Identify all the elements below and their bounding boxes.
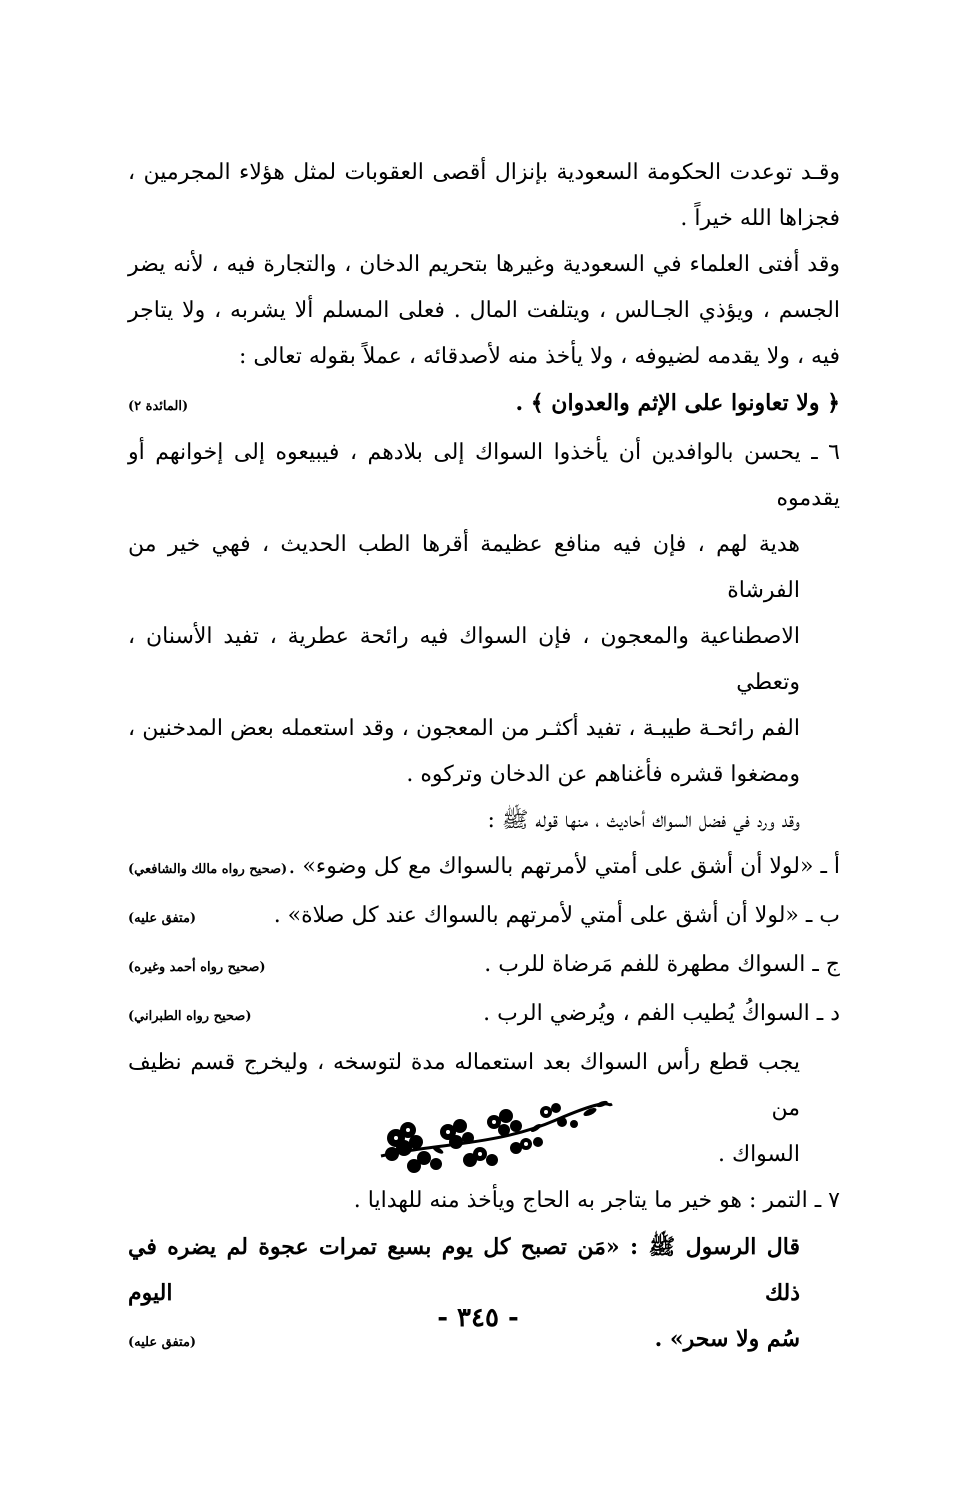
hadith-c-source: (صحيح رواه أحمد وغيره) xyxy=(128,960,266,975)
hadith-b-source: (متفق عليه) xyxy=(128,911,197,926)
text-line: قال الرسول ﷺ : «مَن تصبح كل يوم بسبع تمرات عجوة لم يضره في ذلك اليوم xyxy=(128,1234,800,1306)
text-line: يجب قطع رأس السواك بعد استعماله مدة لتوسخه ، وليخرج قسم نظيف من xyxy=(128,1050,800,1121)
hadith-date-end: سُم ولا سحر» . xyxy=(654,1326,800,1352)
hadith-a: أ ـ «لولا أن أشق على أمتي لأمرتهم بالسواك مع كل وضوء» . xyxy=(288,854,840,879)
hadith-a-row xyxy=(128,844,840,893)
text-line: فجزاها الله خيراً . xyxy=(680,206,840,231)
text-line: ٦ ـ يحسن بالوافدين أن يأخذوا السواك إلى بلادهم ، فيبيعوه إلى إخوانهم أو يقدموه xyxy=(128,440,840,511)
text-line: هدية لهم ، فإن فيه منافع عظيمة أقرها الطب الحديث ، فهي خير من الفرشاة xyxy=(128,532,800,603)
text-line: وقد ورد في فضل السواك أحاديث ، منها قوله ﷺ : xyxy=(487,808,800,833)
hadith-date-source: (متفق عليه) xyxy=(128,1335,197,1350)
hadith-b-row xyxy=(128,893,840,942)
floral-vine-ornament-icon xyxy=(376,1098,616,1184)
text-line: فيه ، ولا يقدمه لضيوفه ، ولا يأخذ منه لأصدقائه ، عملاً بقوله تعالى : xyxy=(238,344,840,369)
text-line: وقـد توعدت الحكومة السعودية بإنزال أقصى العقوبات لمثل هؤلاء المجرمين ، xyxy=(128,160,840,185)
hadith-a-source: (صحيح رواه مالك والشافعي) xyxy=(128,862,288,877)
page-number: - ٣٤٥ - xyxy=(437,1303,519,1333)
quran-verse-row xyxy=(128,380,840,430)
text-line: ومضغوا قشره فأغناهم عن الدخان وتركوه . xyxy=(406,762,800,787)
text-line: ٧ ـ التمر : هو خير ما يتاجر به الحاج ويأخذ منه للهدايا . xyxy=(353,1188,840,1213)
quran-verse: ﴿ ولا تعاونوا على الإثم والعدوان ﴾ . xyxy=(515,390,840,416)
text-line: وقد أفتى العلماء في السعودية وغيرها بتحريم الدخان ، والتجارة فيه ، لأنه يضر xyxy=(128,252,840,277)
text-line: الاصطناعية والمعجون ، فإن السواك فيه رائحة عطرية ، تفيد الأسنان ، وتعطي xyxy=(128,624,800,695)
hadith-c: ج ـ السواك مطهرة للفم مَرضاة للرب . xyxy=(484,952,840,977)
text-line: الفم رائحـة طيبـة ، تفيد أكثـر من المعجون ، وقد استعمله بعض المدخنين ، xyxy=(128,716,801,741)
hadith-d-source: (صحيح رواه الطبراني) xyxy=(128,1009,252,1024)
verse-source: (المائدة ٢) xyxy=(128,399,189,414)
hadith-d-row xyxy=(128,991,840,1040)
hadith-c-row xyxy=(128,942,840,991)
text-line: الجسم ، ويؤذي الجـالس ، ويتلفت المال . فعلى المسلم ألا يشربه ، ولا يتاجر xyxy=(128,298,840,323)
hadith-b: ب ـ «لولا أن أشق على أمتي لأمرتهم بالسواك عند كل صلاة» . xyxy=(273,903,840,928)
text-line: السواك . xyxy=(717,1142,800,1167)
hadith-d: د ـ السواكُ يُطيب الفم ، ويُرضي الرب . xyxy=(483,1001,840,1026)
